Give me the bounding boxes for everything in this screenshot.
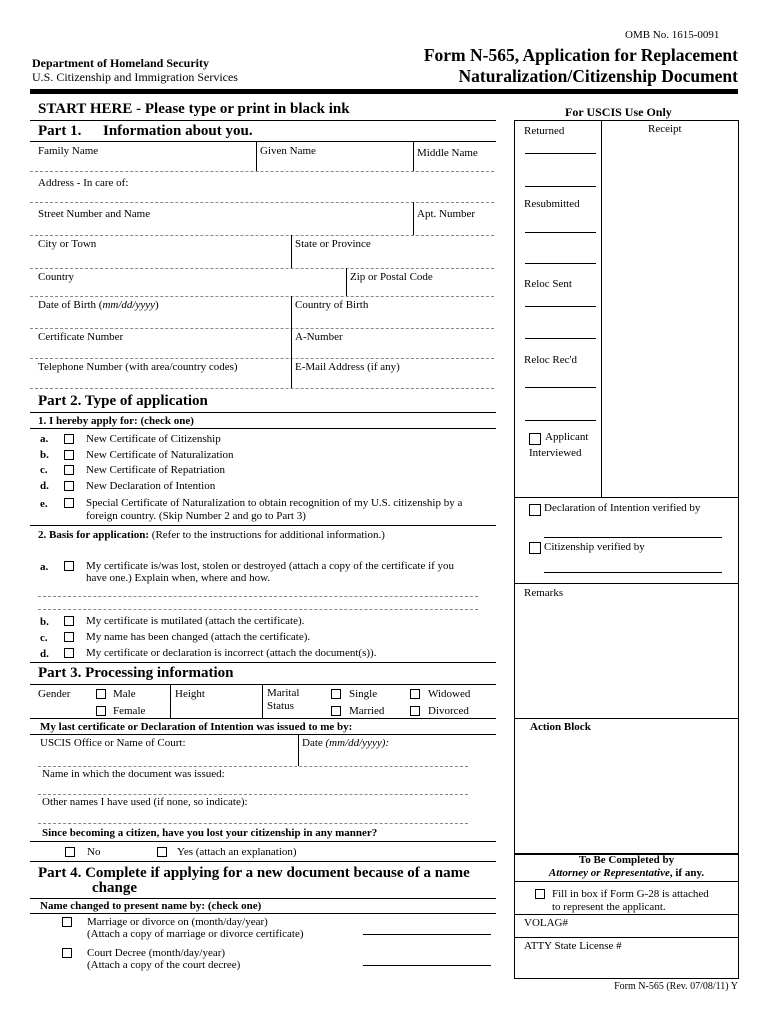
married-label: Married [349, 705, 385, 717]
female-label: Female [113, 705, 146, 717]
checkbox-lost[interactable] [64, 561, 74, 571]
cob-label: Country of Birth [295, 299, 369, 311]
part2-title: Part 2. Type of application [38, 393, 208, 409]
checkbox-repatriation[interactable] [64, 465, 74, 475]
marriage-line2: (Attach a copy of marriage or divorce certificate) [87, 928, 304, 940]
basis-incorrect-label: My certificate or declaration is incorrect (attach the document(s)). [86, 647, 377, 659]
yes-label: Yes (attach an explanation) [177, 846, 297, 858]
single-label: Single [349, 688, 378, 700]
q2-bold: 2. Basis for application: [38, 529, 150, 541]
basis-a-letter: a. [40, 561, 49, 573]
action-block-box [514, 718, 739, 854]
opt-naturalization-label: New Certificate of Naturalization [86, 449, 234, 461]
part1-title: Information about you. [103, 123, 253, 139]
action-block-label: Action Block [530, 721, 591, 733]
court-date-line[interactable] [363, 965, 491, 966]
start-here: START HERE - Please type or print in black ink [38, 101, 350, 117]
explain-line-2[interactable] [38, 609, 478, 610]
name-issued-label: Name in which the document was issued: [42, 768, 225, 780]
returned-label: Returned [524, 125, 565, 137]
checkbox-citizenship[interactable] [64, 434, 74, 444]
basis-b-letter: b. [40, 616, 49, 628]
basis-mutilated-label: My certificate is mutilated (attach the certificate). [86, 615, 305, 627]
omb-number: OMB No. 1615-0091 [625, 29, 720, 41]
resubmitted-label: Resubmitted [524, 198, 580, 210]
checkbox-citizenship-verified[interactable] [529, 542, 541, 554]
receipt-label: Receipt [648, 123, 682, 135]
ifany-label: , if any. [669, 867, 705, 879]
interviewed-label: Interviewed [529, 447, 582, 459]
opt-citizenship-label: New Certificate of Citizenship [86, 433, 221, 445]
form-footer: Form N-565 (Rev. 07/08/11) Y [614, 981, 738, 992]
street-label: Street Number and Name [38, 208, 151, 220]
department: Department of Homeland Security [32, 56, 209, 70]
part4-title-line1: Part 4. Complete if applying for a new document because of a name [38, 865, 470, 881]
male-label: Male [113, 688, 136, 700]
divorced-label: Divorced [428, 705, 469, 717]
checkbox-naturalization[interactable] [64, 450, 74, 460]
name-changed-label: Name changed to present name by: (check one) [40, 900, 262, 912]
country-label: Country [38, 271, 75, 283]
basis-lost-line2: have one.) Explain when, where and how. [86, 572, 271, 584]
court-line2: (Attach a copy of the court decree) [87, 959, 241, 971]
header-rule [30, 89, 738, 94]
given-name-label: Given Name [260, 145, 316, 157]
citizenship-verified-label: Citizenship verified by [544, 541, 645, 553]
checkbox-incorrect[interactable] [64, 648, 74, 658]
last-cert-label: My last certificate or Declaration of Intention was issued to me by: [40, 721, 353, 733]
checkbox-widowed[interactable] [410, 689, 420, 699]
q2-rest: (Refer to the instructions for additional information.) [149, 529, 385, 541]
reloc-sent-label: Reloc Sent [524, 278, 572, 290]
basis-name-changed-label: My name has been changed (attach the certificate). [86, 631, 311, 643]
apt-label: Apt. Number [417, 208, 476, 220]
checkbox-court-decree[interactable] [62, 948, 72, 958]
city-label: City or Town [38, 238, 97, 250]
checkbox-yes[interactable] [157, 847, 167, 857]
checkbox-married[interactable] [331, 706, 341, 716]
no-label: No [87, 846, 101, 858]
agency: U.S. Citizenship and Immigration Services [32, 70, 238, 84]
email-label: E-Mail Address (if any) [295, 361, 400, 373]
marital-label: Marital [267, 687, 300, 699]
opt-d-letter: d. [40, 480, 49, 492]
checkbox-female[interactable] [96, 706, 106, 716]
g28-line1: Fill in box if Form G-28 is attached [552, 888, 709, 900]
basis-d-letter: d. [40, 648, 49, 660]
zip-label: Zip or Postal Code [350, 271, 433, 283]
checkbox-declaration[interactable] [64, 481, 74, 491]
status-label: Status [267, 700, 294, 712]
checkbox-declaration-verified[interactable] [529, 504, 541, 516]
reloc-recd-label: Reloc Rec'd [524, 354, 577, 366]
checkbox-divorced[interactable] [410, 706, 420, 716]
state-label: State or Province [295, 238, 371, 250]
marriage-date-line[interactable] [363, 934, 491, 935]
office-label: USCIS Office or Name of Court: [40, 737, 186, 749]
checkbox-marriage-divorce[interactable] [62, 917, 72, 927]
height-label: Height [175, 688, 205, 700]
form-title-line2: Naturalization/Citizenship Document [458, 66, 738, 86]
phone-label: Telephone Number (with area/country codes) [38, 361, 238, 373]
opt-c-letter: c. [40, 464, 48, 476]
checkbox-name-changed[interactable] [64, 632, 74, 642]
opt-a-letter: a. [40, 433, 49, 445]
remarks-label: Remarks [524, 587, 564, 599]
checkbox-single[interactable] [331, 689, 341, 699]
explain-line-1[interactable] [38, 596, 478, 597]
gender-label: Gender [38, 688, 71, 700]
opt-special-line2: foreign country. (Skip Number 2 and go to Part 3) [86, 510, 306, 522]
court-line1: Court Decree (month/day/year) [87, 947, 226, 959]
marriage-line1: Marriage or divorce on (month/day/year) [87, 916, 268, 928]
part1-number: Part 1. [38, 123, 82, 139]
opt-e-letter: e. [40, 498, 48, 510]
g28-line2: to represent the applicant. [552, 901, 666, 913]
checkbox-special-certificate[interactable] [64, 498, 74, 508]
family-name-label: Family Name [38, 145, 99, 157]
applicant-label: Applicant [545, 431, 589, 443]
part4-title-line2: change [92, 880, 137, 896]
opt-special-line1: Special Certificate of Naturalization to obtain recognition of my U.S. citizenship by a [86, 497, 463, 509]
widowed-label: Widowed [428, 688, 471, 700]
other-names-label: Other names I have used (if none, so indicate): [42, 796, 248, 808]
address-care-label: Address - In care of: [38, 177, 129, 189]
checkbox-g28[interactable] [535, 889, 545, 899]
checkbox-no[interactable] [65, 847, 75, 857]
checkbox-mutilated[interactable] [64, 616, 74, 626]
opt-repatriation-label: New Certificate of Repatriation [86, 464, 225, 476]
attorney-label: Attorney or Representative [548, 867, 670, 879]
attorney-line [514, 867, 739, 879]
tbc-label: To Be Completed by [578, 854, 675, 866]
cert-number-label: Certificate Number [38, 331, 124, 343]
part3-title: Part 3. Processing information [38, 665, 234, 681]
basis-lost-line1: My certificate is/was lost, stolen or destroyed (attach a copy of the certificate if you [86, 560, 455, 572]
part2-q2 [38, 529, 385, 541]
basis-c-letter: c. [40, 632, 48, 644]
atty-license-label: ATTY State License # [524, 940, 622, 952]
date-label: Date (mm/dd/yyyy): [302, 737, 390, 749]
opt-b-letter: b. [40, 449, 49, 461]
declaration-verified-label: Declaration of Intention verified by [544, 502, 701, 514]
volag-label: VOLAG# [524, 917, 568, 929]
lost-citizenship-question: Since becoming a citizen, have you lost your citizenship in any manner? [42, 827, 378, 839]
uscis-title: For USCIS Use Only [565, 105, 672, 119]
a-number-label: A-Number [295, 331, 343, 343]
checkbox-male[interactable] [96, 689, 106, 699]
part2-q1: 1. I hereby apply for: (check one) [38, 415, 194, 427]
middle-name-label: Middle Name [417, 147, 478, 159]
dob-label: Date of Birth (mm/dd/yyyy) [38, 299, 159, 311]
opt-declaration-label: New Declaration of Intention [86, 480, 216, 492]
checkbox-applicant-interviewed[interactable] [529, 433, 541, 445]
form-title-line1: Form N-565, Application for Replacement [423, 45, 738, 65]
